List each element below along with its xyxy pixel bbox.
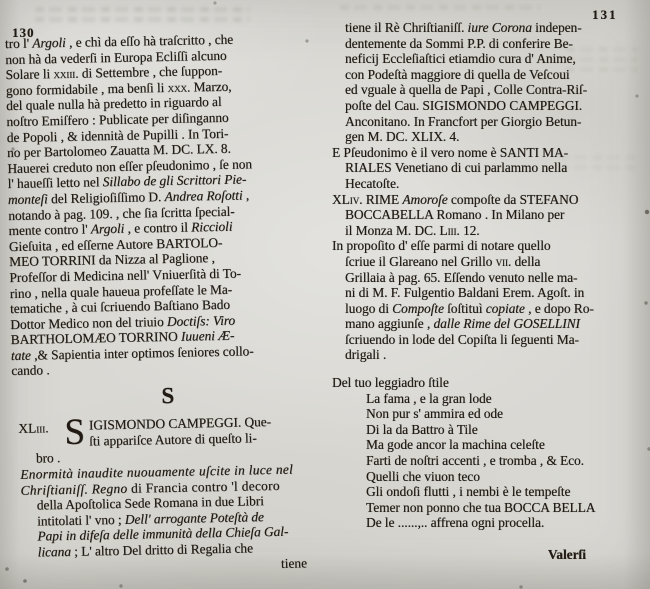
text-line: BOCCABELLA Romano . In Milano per bbox=[345, 207, 565, 223]
text-line: RIALES Venetiano di cui parlammo nella bbox=[345, 160, 568, 176]
text-line: luogo di Compoſte ſoſtituì copiate , e dopo Ro- bbox=[345, 300, 594, 316]
ink-specks bbox=[0, 0, 2, 2]
page-left-text-column bbox=[5, 30, 327, 576]
text-line: La fama , e la gran lode bbox=[366, 390, 492, 406]
text-line: Profeſſor di Medicina nell' Vniuerſità di To- bbox=[9, 265, 242, 285]
text-line: poſte del Cau. SIGISMONDO CAMPEGGI. bbox=[345, 97, 583, 113]
text-line: intitolati l' vno ; Dell' arrogante Poteſtà de bbox=[36, 508, 264, 529]
text-line: Chriſtianiſſ. Regno di Francia contro 'l decoro bbox=[20, 477, 280, 498]
entry-book-title-lines bbox=[20, 461, 326, 498]
text-line: notando à pag. 109. , che ſia ſcritta ſpecial- bbox=[8, 203, 235, 223]
text-line: mano aggiunſe , dalle Rime del GOSELLINI bbox=[345, 316, 580, 332]
text-line: gono formidabile , ma benſi li xxx. Marzo, bbox=[5, 78, 232, 98]
text-line: Di la da Battro à Tile bbox=[366, 421, 478, 437]
text-line: non hà da vederſi in Europa Ecliſſi alcuno bbox=[5, 47, 227, 67]
text-line: tro l' Argoli , e chì da eſſo hà traſcritto , che bbox=[4, 31, 234, 52]
text-line: Quelli che viuon teco bbox=[366, 468, 480, 484]
catchword-right: Valerſi bbox=[547, 547, 586, 562]
text-line: neficij Eccleſiaſtici etiamdio cura d' Anime, bbox=[345, 51, 576, 67]
text-line: del quale nulla hà predetto in riguardo al bbox=[6, 94, 222, 114]
text-line: IGISMONDO CAMPEGGI. Que- bbox=[88, 414, 272, 433]
text-line: ſti appariſce Autore di queſto li- bbox=[89, 430, 257, 449]
text-line: ſcriue il Glareano nel Grillo vii. della bbox=[345, 253, 541, 269]
text-line: BARTHOLOMÆO TORRINO Iuueni Æ- bbox=[10, 327, 235, 348]
entry-xliv-rime-amorose bbox=[332, 192, 644, 239]
entry-opening-lines bbox=[89, 414, 272, 450]
text-line: noſtro Emiſfero : Publicate per diſinganno bbox=[6, 109, 229, 130]
text-line: Hauerei creduto non eſſer pſeudonimo , ſe non bbox=[7, 156, 253, 176]
text-line: dentemente da Sommi P.P. di conferire Be- bbox=[345, 35, 573, 51]
catchword-left: tiene bbox=[280, 554, 308, 571]
text-line: Papi in difeſa delle immunità della Chieſa Gal- bbox=[37, 524, 289, 544]
text-line: Gli ondoſi flutti , i nembi è le tempeſte bbox=[366, 484, 571, 500]
bleedthrough-ghost-top-left bbox=[35, 2, 250, 27]
text-line: Anconitano. In Francfort per Giorgio Betun- bbox=[345, 113, 582, 129]
text-line: Temer non ponno che tua BOCCA BELLA bbox=[366, 499, 596, 515]
text-line: rino , nella quale haueua profeſſate le Ma- bbox=[9, 281, 233, 301]
paragraph-argoli-eclipse bbox=[5, 30, 319, 161]
paragraph-regalia-continuation bbox=[332, 20, 644, 145]
entry-xliii-sigismondo-campeggi bbox=[12, 413, 327, 560]
section-ornament-letter-s: S bbox=[161, 382, 175, 409]
bleedthrough-ghost-top-right bbox=[340, 0, 540, 15]
text-line: tiene il Rè Chriſtianiſſ. iure Corona indepen- bbox=[345, 20, 582, 35]
text-line: Dottor Medico non del triuio Doctiſs: Viro bbox=[10, 312, 236, 332]
madrigal-poem bbox=[332, 375, 644, 531]
entry-number-small-caps: iii. bbox=[36, 420, 49, 436]
text-line: tematiche , à cui ſcriuendo Baſtiano Bado bbox=[9, 296, 231, 317]
paragraph-pseudonym-mariales bbox=[332, 145, 644, 192]
entry-body-lines bbox=[37, 492, 327, 560]
text-line: licana ; L' altro Del dritto di Regalia che bbox=[37, 540, 254, 560]
text-line: mente contro l' Argoli , e contro il Riccioli bbox=[8, 218, 233, 239]
text-line: ſcriuendo in lode del Copiſta li ſeguenti Ma- bbox=[345, 331, 579, 347]
text-line: monteſi del Religioſiſſimo D. Andrea Roſotti , bbox=[7, 187, 250, 207]
text-line: Del tuo leggiadro ſtile bbox=[332, 375, 449, 391]
text-line: Grillaia à pag. 65. Eſſendo venuto nelle ma- bbox=[345, 269, 578, 285]
text-line: Ma gode ancor la machina celeſte bbox=[366, 437, 545, 453]
text-line: MEO TORRINI da Nizza al Paglione , bbox=[9, 250, 215, 270]
entry-number-roman: XL bbox=[18, 420, 37, 436]
text-line: de Popoli , & idennità de Pupilli . In Tori- bbox=[6, 125, 229, 145]
text-line: Farti de noſtri accenti , e tromba , & Eco. bbox=[366, 453, 584, 469]
paragraph-glareano-note bbox=[332, 238, 644, 363]
drop-cap-s: S bbox=[64, 411, 86, 454]
text-line: De le ......,.. affrena ogni procella. bbox=[366, 515, 545, 531]
text-line: ed vguale à quella de Papi , Colle Contra-Riſ- bbox=[345, 82, 588, 98]
text-line: Hecatoſte. bbox=[345, 175, 400, 191]
text-line: con Podeſtà maggiore di quella de Veſcoui bbox=[345, 66, 570, 82]
text-line: drigali . bbox=[345, 347, 387, 363]
text-line: ni di M. F. Fulgentio Baldani Erem. Agoſt. in bbox=[345, 285, 585, 301]
page-right-text-column bbox=[332, 20, 644, 563]
entry-number bbox=[18, 418, 64, 437]
text-line: E Pſeudonimo è il vero nome è SANTI MA- bbox=[332, 144, 569, 160]
text-line: l' haueſſi letto nel Sillabo de gli Scrittori Pie- bbox=[7, 171, 247, 192]
text-line: bro . bbox=[35, 450, 61, 466]
text-line: Non pur s' ammira ed ode bbox=[366, 406, 503, 422]
text-line: XLiv. RIME Amoroſe compoſte da STEFANO bbox=[332, 191, 579, 207]
text-line: no per Bartolomeo Zauatta M. DC. LX. 8. bbox=[6, 140, 231, 161]
text-line: Solare li xxiii. di Settembre , che ſuppon- bbox=[5, 63, 223, 83]
text-line: tate ,& Sapientia inter optimos ſeniores collo- bbox=[10, 343, 254, 363]
page-number-right: 131 bbox=[592, 7, 618, 22]
text-line: Gieſuita , ed eſſerne Autore BARTOLO- bbox=[8, 234, 223, 254]
paragraph-haverei-pseudonym bbox=[7, 155, 323, 379]
text-line: gen M. DC. XLIX. 4. bbox=[345, 129, 460, 145]
text-line: Enormità inaudite nuouamente uſcite in luce nel bbox=[20, 461, 294, 482]
text-line: della Apoſtolica Sede Romana in due Libri bbox=[36, 493, 264, 513]
page-number-left: 130 bbox=[12, 25, 35, 40]
text-line: cando . bbox=[11, 362, 50, 379]
text-line: In propoſito d' eſſe parmi di notare quello bbox=[332, 238, 551, 254]
text-line: il Monza M. DC. Liii. 12. bbox=[345, 222, 480, 238]
